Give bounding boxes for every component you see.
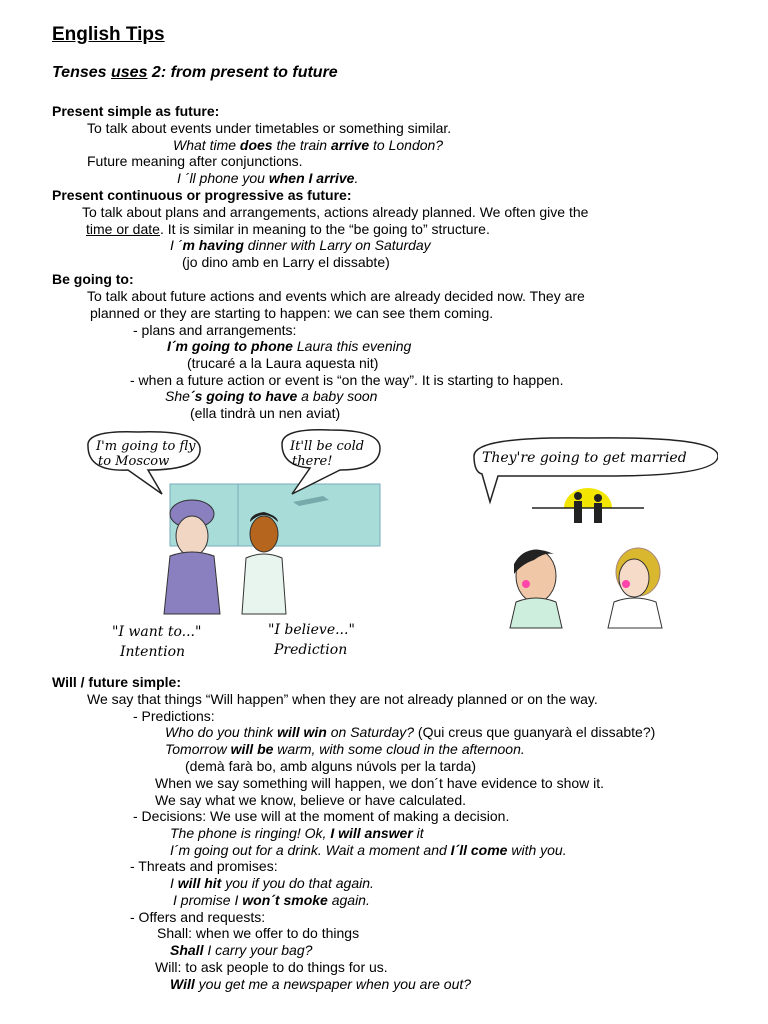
ex-text: I carry your bag? xyxy=(203,942,313,958)
ex-text: the train xyxy=(272,137,331,153)
will-prediction-note1: When we say something will happen, we don´t have evidence to show it. xyxy=(155,775,605,791)
will-decisions-item: - Decisions: We use will at the moment of making a decision. xyxy=(133,808,510,824)
ex-text: Tomorrow xyxy=(165,741,231,757)
ex-text: I ´ll phone you xyxy=(177,170,269,186)
ex-bold: Will xyxy=(170,976,195,992)
ex-text: you if you do that again. xyxy=(221,875,374,891)
ex-text: with you. xyxy=(507,842,567,858)
present-simple-example2 xyxy=(177,170,358,187)
going-to-item1: - plans and arrangements: xyxy=(133,322,297,338)
ex-bold: will win xyxy=(277,724,327,740)
going-to-item2: - when a future action or event is “on the way”. It is starting to happen. xyxy=(130,372,564,388)
present-continuous-example1 xyxy=(170,237,431,254)
page-subtitle xyxy=(52,64,338,82)
will-threat-example2 xyxy=(173,892,370,909)
caption1-quote: "I want to..." xyxy=(112,624,202,640)
will-threat-example1 xyxy=(170,875,374,892)
will-shall-line: Shall: when we offer to do things xyxy=(157,925,360,941)
ex-bold: m having xyxy=(182,237,244,253)
present-continuous-line2 xyxy=(86,221,490,238)
ex-text: on Saturday? xyxy=(326,724,415,740)
ex-bold: Shall xyxy=(170,942,204,958)
will-prediction-translation: (demà farà bo, amb alguns núvols per la tarda) xyxy=(185,758,477,774)
subtitle-uses: uses xyxy=(111,64,148,81)
bubble3-text: They're going to get married xyxy=(482,450,687,466)
ex-bold: I´m going to phone xyxy=(167,338,293,354)
ex-text: I ´ xyxy=(170,237,183,253)
ex-text: Who do you think xyxy=(165,724,278,740)
will-heading: Will / future simple: xyxy=(52,674,181,690)
will-line1: We say that things “Will happen” when they are not already planned or on the way. xyxy=(87,691,598,707)
present-continuous-translation: (jo dino amb en Larry el dissabte) xyxy=(182,254,390,270)
will-will-line: Will: to ask people to do things for us. xyxy=(155,959,388,975)
ex-text: I promise I xyxy=(173,892,243,908)
present-simple-line2: Future meaning after conjunctions. xyxy=(87,153,303,169)
ex-bold: when I arrive xyxy=(268,170,355,186)
will-threats-item: - Threats and promises: xyxy=(130,858,278,874)
ex-bold: arrive xyxy=(330,137,370,153)
will-decision-example1 xyxy=(170,825,424,842)
ex-text: again. xyxy=(327,892,370,908)
caption2-quote: "I believe..." xyxy=(268,622,355,638)
going-to-line1: To talk about future actions and events which are already decided now. They are xyxy=(87,288,585,304)
will-prediction-note2: We say what we know, believe or have calculated. xyxy=(155,792,467,808)
caption1-label: Intention xyxy=(120,644,186,660)
will-prediction-example2 xyxy=(165,741,525,758)
ex-bold: will be xyxy=(230,741,274,757)
ex-bold: I´ll come xyxy=(450,842,508,858)
ex-bold: I will answer xyxy=(330,825,413,841)
ex-text: a baby soon xyxy=(297,388,378,404)
ex-text: She xyxy=(165,388,190,404)
ex-translation: (Qui creus que guanyarà el dissabte?) xyxy=(414,724,656,740)
present-simple-line1: To talk about events under timetables or something similar. xyxy=(87,120,452,136)
line-rest: . It is similar in meaning to the “be going to” structure. xyxy=(159,221,490,237)
going-to-translation2: (ella tindrà un nen aviat) xyxy=(190,405,341,421)
will-offers-item: - Offers and requests: xyxy=(130,909,266,925)
will-decision-example2 xyxy=(170,842,567,859)
ex-text: . xyxy=(354,170,359,186)
bubble2-line2: there! xyxy=(292,454,333,469)
going-to-example2 xyxy=(165,388,377,405)
subtitle-pre: Tenses xyxy=(52,64,111,81)
going-to-example1 xyxy=(167,338,411,355)
ex-bold: does xyxy=(239,137,273,153)
going-to-heading: Be going to: xyxy=(52,271,134,287)
ex-text: I´m going out for a drink. Wait a moment and xyxy=(170,842,451,858)
page-title: English Tips xyxy=(52,24,165,45)
ex-text: Laura this evening xyxy=(292,338,412,354)
bubble1-line2: to Moscow xyxy=(98,454,170,469)
ex-bold: will hit xyxy=(177,875,222,891)
present-simple-heading: Present simple as future: xyxy=(52,103,220,119)
ex-text: I xyxy=(170,875,178,891)
ex-bold: ´s going to have xyxy=(189,388,298,404)
ex-bold: won´t smoke xyxy=(242,892,328,908)
will-prediction-example1 xyxy=(165,724,655,741)
going-to-translation1: (trucaré a la Laura aquesta nit) xyxy=(187,355,379,371)
ex-text: it xyxy=(412,825,424,841)
bubble2-line1: It'll be cold xyxy=(290,439,365,454)
ex-text: to London? xyxy=(369,137,444,153)
present-simple-example1 xyxy=(173,137,443,154)
will-will-example xyxy=(170,976,471,993)
will-predictions-item: - Predictions: xyxy=(133,708,215,724)
going-to-line2: planned or they are starting to happen: we can see them coming. xyxy=(90,305,494,321)
ex-text: The phone is ringing! Ok, xyxy=(170,825,331,841)
ex-text: warm, with some cloud in the afternoon. xyxy=(273,741,525,757)
ex-text: dinner with Larry on Saturday xyxy=(243,237,431,253)
present-continuous-heading: Present continuous or progressive as future: xyxy=(52,187,352,203)
illustration xyxy=(78,424,718,670)
present-continuous-line1: To talk about plans and arrangements, actions already planned. We often give the xyxy=(82,204,589,220)
ex-text: What time xyxy=(173,137,240,153)
will-shall-example xyxy=(170,942,312,959)
subtitle-post: 2: from present to future xyxy=(147,64,338,81)
ex-text: you get me a newspaper when you are out? xyxy=(194,976,472,992)
time-or-date: time or date xyxy=(86,221,160,237)
caption2-label: Prediction xyxy=(274,642,348,658)
bubble1-line1: I'm going to fly xyxy=(96,439,196,454)
